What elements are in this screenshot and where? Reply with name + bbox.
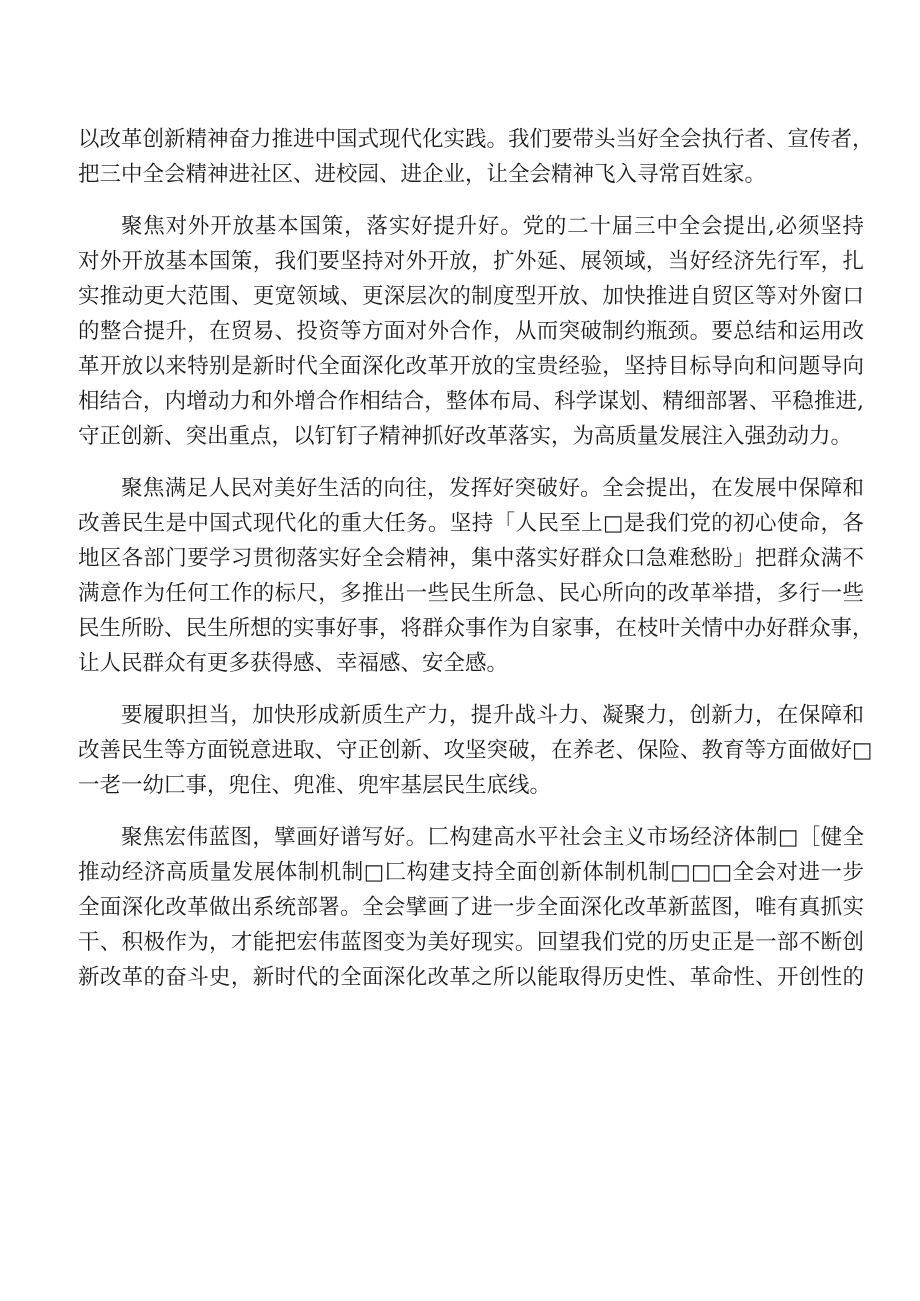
paragraph-line: 要履职担当，加快形成新质生产力，提升战斗力、凝聚力，创新力，在保障和	[121, 703, 864, 728]
paragraph-line: 改善民生是中国式现代化的重大任务。坚持「人民至上□是我们党的初心使命，各	[78, 511, 864, 536]
paragraph-line: 实推动更大范围、更宽领域、更深层次的制度型开放、加快推进自贸区等对外窗口	[78, 284, 864, 309]
paragraph-line: 相结合，内增动力和外增合作相结合，整体布局、科学谋划、精细部署、平稳推进,	[78, 389, 864, 414]
paragraph-line: 满意作为任何工作的标尺，多推出一些民生所急、民心所向的改革举措，多行一些	[78, 581, 864, 606]
paragraph-line: 的整合提升，在贸易、投资等方面对外合作，从而突破制约瓶颈。要总结和运用改	[78, 319, 864, 344]
paragraph-line: 干、积极作为，才能把宏伟蓝图变为美好现实。回望我们党的历史正是一部不断创	[78, 930, 864, 955]
paragraph	[78, 122, 874, 192]
paragraph-line: 聚焦满足人民对美好生活的向往，发挥好突破好。全会提出，在发展中保障和	[121, 476, 864, 501]
paragraph-line: 把三中全会精神进社区、进校园、进企业，让全会精神飞入寻常百姓家。	[78, 162, 767, 187]
paragraph-line: 守正创新、突出重点，以钉钉子精神抓好改革落实，为高质量发展注入强劲动力。	[78, 424, 853, 449]
paragraph-line: 聚焦宏伟蓝图，擘画好谱写好。匚构建高水平社会主义市场经济体制□［健全	[121, 825, 864, 850]
paragraph-line: 聚焦对外开放基本国策，落实好提升好。党的二十届三中全会提出,必须坚持	[121, 214, 864, 239]
paragraph-line: 全面深化改革做出系统部署。全会擘画了进一步全面深化改革新蓝图，唯有真抓实	[78, 895, 864, 920]
paragraph-line: 对外开放基本国策，我们要坚持对外开放，扩外延、展领域，当好经济先行军，扎	[78, 249, 864, 274]
paragraph-line: 民生所盼、民生所想的实事好事，将群众事作为自家事，在枝叶关情中办好群众事，	[78, 616, 874, 641]
paragraph-line: 一老一幼匚事，兜住、兜准、兜牢基层民生底线。	[78, 773, 552, 798]
paragraph-line: 推动经济高质量发展体制机制□匚构建支持全面创新体制机制□□□全会对进一步	[78, 860, 864, 885]
document-body	[78, 122, 874, 1012]
paragraph	[78, 698, 873, 803]
paragraph-line: 改善民生等方面锐意进取、守正创新、攻坚突破，在养老、保险、教育等方面做好□	[78, 738, 873, 763]
paragraph-line: 地区各部门要学习贯彻落实好全会精神，集中落实好群众口急难愁盼」把群众满不	[78, 546, 864, 571]
paragraph	[78, 471, 874, 681]
paragraph	[78, 209, 864, 454]
paragraph-line: 新改革的奋斗史，新时代的全面深化改革之所以能取得历史性、革命性、开创性的	[78, 965, 864, 990]
paragraph-line: 让人民群众有更多获得感、幸福感、安全感。	[78, 651, 509, 676]
paragraph-line: 以改革创新精神奋力推进中国式现代化实践。我们要带头当好全会执行者、宣传者，	[78, 127, 874, 152]
paragraph-line: 革开放以来特别是新时代全面深化改革开放的宝贵经验，坚持目标导向和问题导向	[78, 354, 864, 379]
paragraph	[78, 820, 864, 995]
